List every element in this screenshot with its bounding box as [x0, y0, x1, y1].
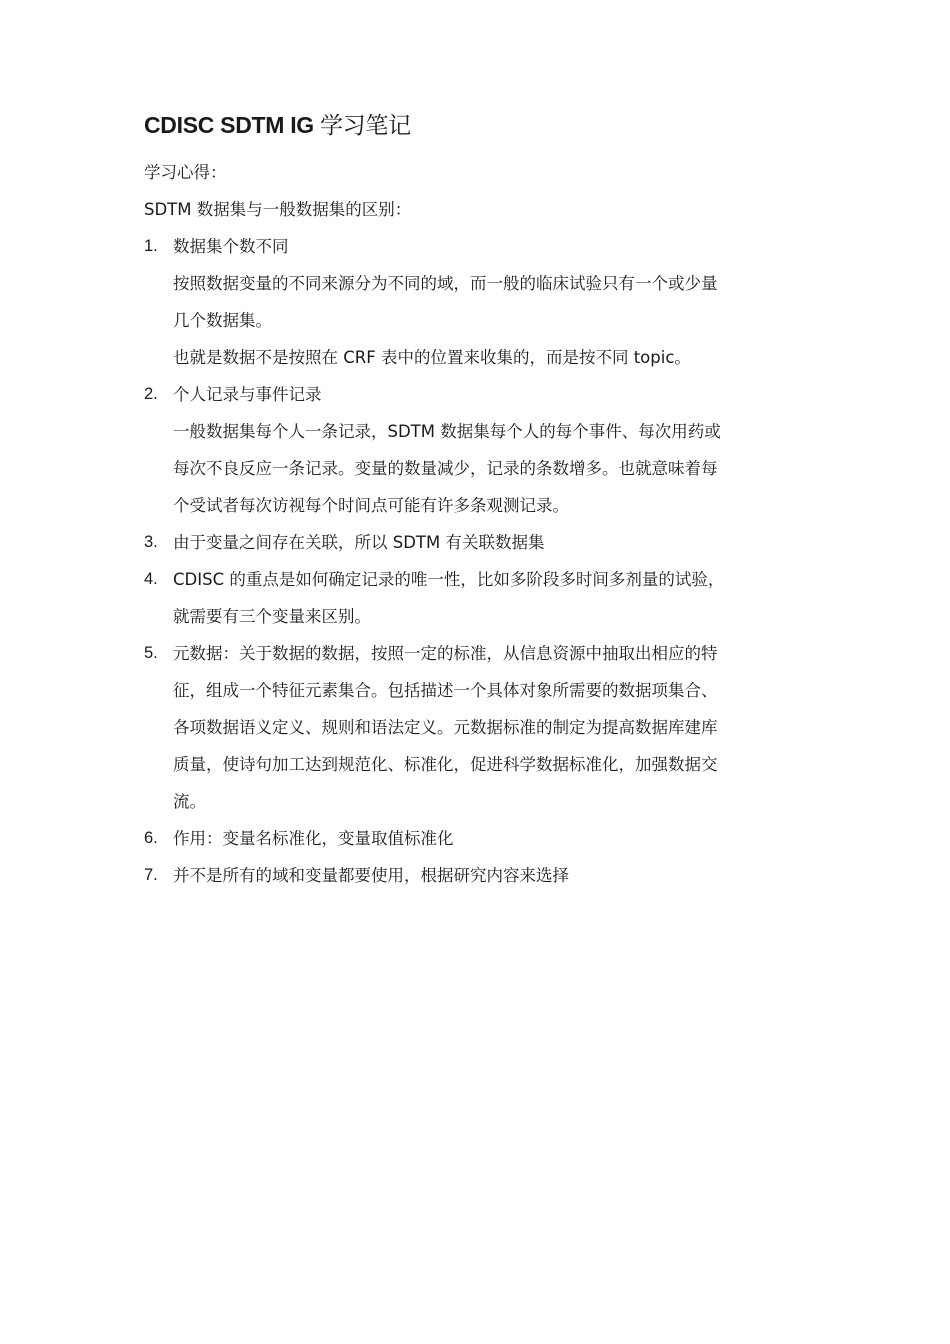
list-item	[144, 524, 814, 561]
title-latin: CDISC SDTM IG	[144, 112, 314, 138]
list-item-number: 5.	[144, 644, 158, 662]
list-item-text-line: 几个数据集。	[173, 311, 272, 330]
list-item	[144, 820, 814, 857]
list-item	[144, 561, 814, 635]
list-item-number: 6.	[144, 829, 158, 847]
list-item	[144, 635, 814, 820]
list-item-text-line: 数据集个数不同	[173, 237, 289, 256]
list-item-text-line: 就需要有三个变量来区别。	[173, 607, 371, 626]
list-item-text-line: 质量，使诗句加工达到规范化、标准化，促进科学数据标准化，加强数据交	[173, 755, 718, 774]
list-item-number: 7.	[144, 866, 158, 884]
list-item-text-line: 按照数据变量的不同来源分为不同的域，而一般的临床试验只有一个或少量	[173, 274, 718, 293]
list-item-number: 4.	[144, 570, 158, 588]
intro-line: 学习心得：	[144, 163, 227, 182]
list-item-text-line: 一般数据集每个人一条记录，SDTM 数据集每个人的每个事件、每次用药或	[173, 422, 721, 441]
list-item-text-line: 个人记录与事件记录	[173, 385, 322, 404]
subheading-line: SDTM 数据集与一般数据集的区别：	[144, 200, 412, 219]
list-item-text-line: 各项数据语义定义、规则和语法定义。元数据标准的制定为提高数据库建库	[173, 718, 718, 737]
list-item-text-line: 元数据：关于数据的数据，按照一定的标准，从信息资源中抽取出相应的特	[173, 644, 718, 663]
list-item-text-line: 流。	[173, 792, 206, 811]
list-item-number: 1.	[144, 237, 158, 255]
list-item-text-line: 也就是数据不是按照在 CRF 表中的位置来收集的，而是按不同 topic。	[173, 348, 691, 367]
list-item-text-line: 个受试者每次访视每个时间点可能有许多条观测记录。	[173, 496, 569, 515]
document-title	[144, 108, 814, 142]
list-item-text-line: 由于变量之间存在关联，所以 SDTM 有关联数据集	[173, 533, 545, 552]
document-content	[144, 108, 814, 894]
list-item-text-line: 作用：变量名标准化，变量取值标准化	[173, 829, 454, 848]
list-item-text-line: 征，组成一个特征元素集合。包括描述一个具体对象所需要的数据项集合、	[173, 681, 718, 700]
list-item	[144, 857, 814, 894]
numbered-list	[144, 228, 814, 894]
list-item-text-line: CDISC 的重点是如何确定记录的唯一性，比如多阶段多时间多剂量的试验，	[173, 570, 725, 589]
list-item-text-line: 每次不良反应一条记录。变量的数量减少，记录的条数增多。也就意味着每	[173, 459, 718, 478]
list-item	[144, 228, 814, 376]
list-item-text-line: 并不是所有的域和变量都要使用，根据研究内容来选择	[173, 866, 569, 885]
list-item-number: 2.	[144, 385, 158, 403]
title-chinese: 学习笔记	[319, 112, 411, 138]
list-item-number: 3.	[144, 533, 158, 551]
list-item	[144, 376, 814, 524]
